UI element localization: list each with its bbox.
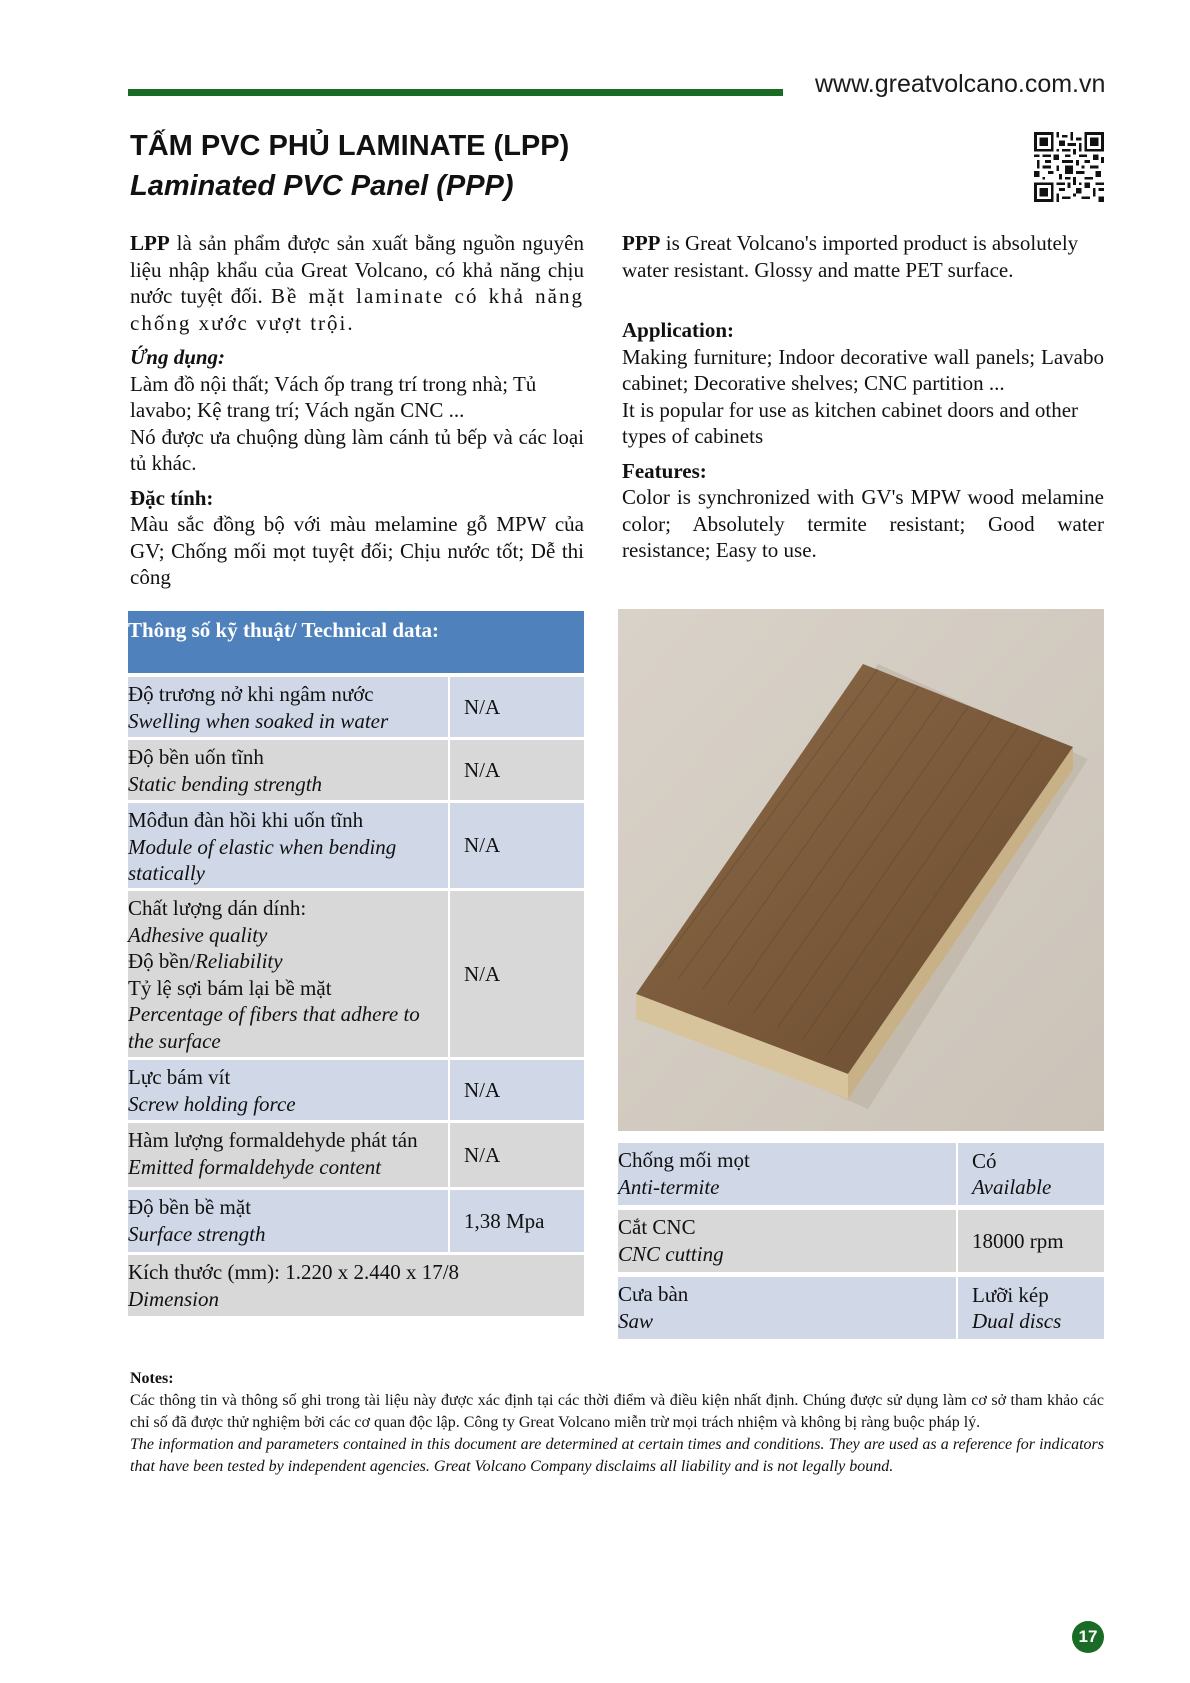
notes-en: The information and parameters contained in this document are determined at certain times and conditions. They are used as a reference for indicators that have been tested by independent agencies. Great Volcano Company disclaims all liability and is not legally bound. [130,1436,1104,1475]
properties-table [618,1143,1104,1344]
table-row [128,803,584,888]
dimension-row [128,1255,584,1316]
row-label-vi: Chống mối mọt [618,1148,750,1172]
qr-code-icon[interactable] [1034,132,1104,202]
features-vi-text: Màu sắc đồng bộ với màu melamine gỗ MPW của GV; Chống mối mọt tuyệt đối; Chịu nước tốt; Dễ thi công [130,512,584,589]
intro-vi [130,230,584,336]
row-label-en: Swelling when soaked in water [128,708,389,733]
row-label-vi: Hàm lượng formaldehyde phát tán [128,1128,418,1152]
page-title-en: Laminated PVC Panel (PPP) [130,170,514,202]
row-label-en: CNC cutting [618,1241,724,1266]
row-label-en: Static bending strength [128,771,323,796]
technical-data-heading: Thông số kỹ thuật/ Technical data: [128,611,584,673]
intro-vi-text2: Bề mặt laminate có khả năng chống xước vượt trội. [130,284,584,335]
features-heading-en: Features: [622,458,707,483]
application-en-line2: It is popular for use as kitchen cabinet doors and other types of cabinets [622,397,1079,448]
application-vi-line2: Nó được ưa chuộng dùng làm cánh tủ bếp và các loại tủ khác. [130,424,584,475]
english-column [622,230,1104,564]
intro-vi-text: là sản phẩm được sản xuất bằng nguồn nguyên liệu nhập khẩu của Great Volcano, có khả năng chịu nước tuyệt đối. [130,231,584,308]
intro-en [622,230,1104,283]
row-value: N/A [450,891,584,1057]
row-label-vi: Chất lượng dán dính: [128,896,307,920]
vietnamese-column [130,230,584,591]
row-label-reliability [128,948,448,975]
row-label-vi: Độ bền bề mặt [128,1195,252,1219]
page-title-vi: TẤM PVC PHỦ LAMINATE (LPP) [130,130,570,162]
application-heading-en: Application: [622,318,735,342]
page-number: 17 [1072,1621,1104,1653]
notes-vi: Các thông tin và thông số ghi trong tài liệu này được xác định tại các thời điểm và điều kiện nhất định. Chúng được sử dụng làm cơ sở tham khảo các chỉ số đã được thử nghiệm bởi các cơ quan độc lập. Công ty Great Volcano miễn trừ mọi trách nhiệm và không bị ràng buộc pháp lý. [130,1392,1104,1431]
row-label-en2: Reliability [195,949,283,973]
row-label-en: Surface strength [128,1221,266,1246]
application-heading-vi: Ứng dụng: [130,345,226,369]
table-row [128,1190,584,1252]
product-photo [618,609,1104,1131]
row-value: 1,38 Mpa [450,1190,584,1252]
row-label-vi: Cắt CNC [618,1215,696,1239]
row-value-vi: Có [972,1148,997,1173]
row-label-vi: Môđun đàn hồi khi uốn tĩnh [128,808,364,832]
website-url[interactable]: www.greatvolcano.com.vn [815,70,1106,98]
table-row [618,1143,1104,1205]
row-label-vi: Độ bền uốn tĩnh [128,745,264,769]
notes-section [130,1368,1104,1478]
row-value-en: Available [972,1175,1052,1199]
table-row [618,1277,1104,1339]
row-label-en: Screw holding force [128,1091,296,1116]
row-label-en: Saw [618,1308,654,1333]
row-label-en: Emitted formaldehyde content [128,1154,382,1179]
row-label-en: Module of elastic when bending statically [128,834,397,885]
features-heading-vi: Đặc tính: [130,485,214,510]
row-label-vi3: Tỷ lệ sợi bám lại bề mặt [128,975,332,1000]
dimension-vi: Kích thước (mm): 1.220 x 2.440 x 17/8 [128,1260,460,1284]
table-row [128,677,584,737]
row-label-vi: Độ trương nở khi ngâm nước [128,682,374,706]
row-value: N/A [450,677,584,737]
table-row [128,891,584,1057]
technical-data-table [128,611,584,1316]
row-label-en: Anti-termite [618,1174,720,1199]
row-value: N/A [450,1060,584,1120]
table-row [128,1123,584,1187]
row-label-vi2: Độ bền/ [128,949,196,973]
notes-title: Notes: [130,1370,174,1387]
features-en-text: Color is synchronized with GV's MPW wood melamine color; Absolutely termite resistant; Good water resistance; Easy to use. [622,485,1104,562]
row-value-en: Dual discs [972,1309,1062,1333]
product-code-lpp: LPP [130,231,170,255]
application-vi-line1: Làm đồ nội thất; Vách ốp trang trí trong nhà; Tủ lavabo; Kệ trang trí; Vách ngăn CNC ... [130,371,537,422]
table-row [618,1210,1104,1272]
product-code-ppp: PPP [622,231,661,255]
row-value: N/A [450,1123,584,1187]
row-value-vi: 18000 rpm [972,1228,1064,1253]
header-green-bar [128,89,783,96]
table-row [128,1060,584,1120]
row-label-en3: Percentage of fibers that adhere to the surface [128,1002,420,1053]
intro-en-text: is Great Volcano's imported product is absolutely water resistant. Glossy and matte PET surface. [622,231,1079,282]
table-row [128,740,584,800]
row-label-vi: Lực bám vít [128,1065,231,1089]
row-value: N/A [450,803,584,888]
row-value-vi: Lưỡi kép [972,1282,1049,1307]
row-label-en: Adhesive quality [128,922,268,947]
dimension-en: Dimension [128,1286,219,1311]
row-value: N/A [450,740,584,800]
application-en-line1: Making furniture; Indoor decorative wall panels; Lavabo cabinet; Decorative shelves; CNC partition ... [622,344,1104,395]
row-label-vi: Cưa bàn [618,1282,689,1306]
